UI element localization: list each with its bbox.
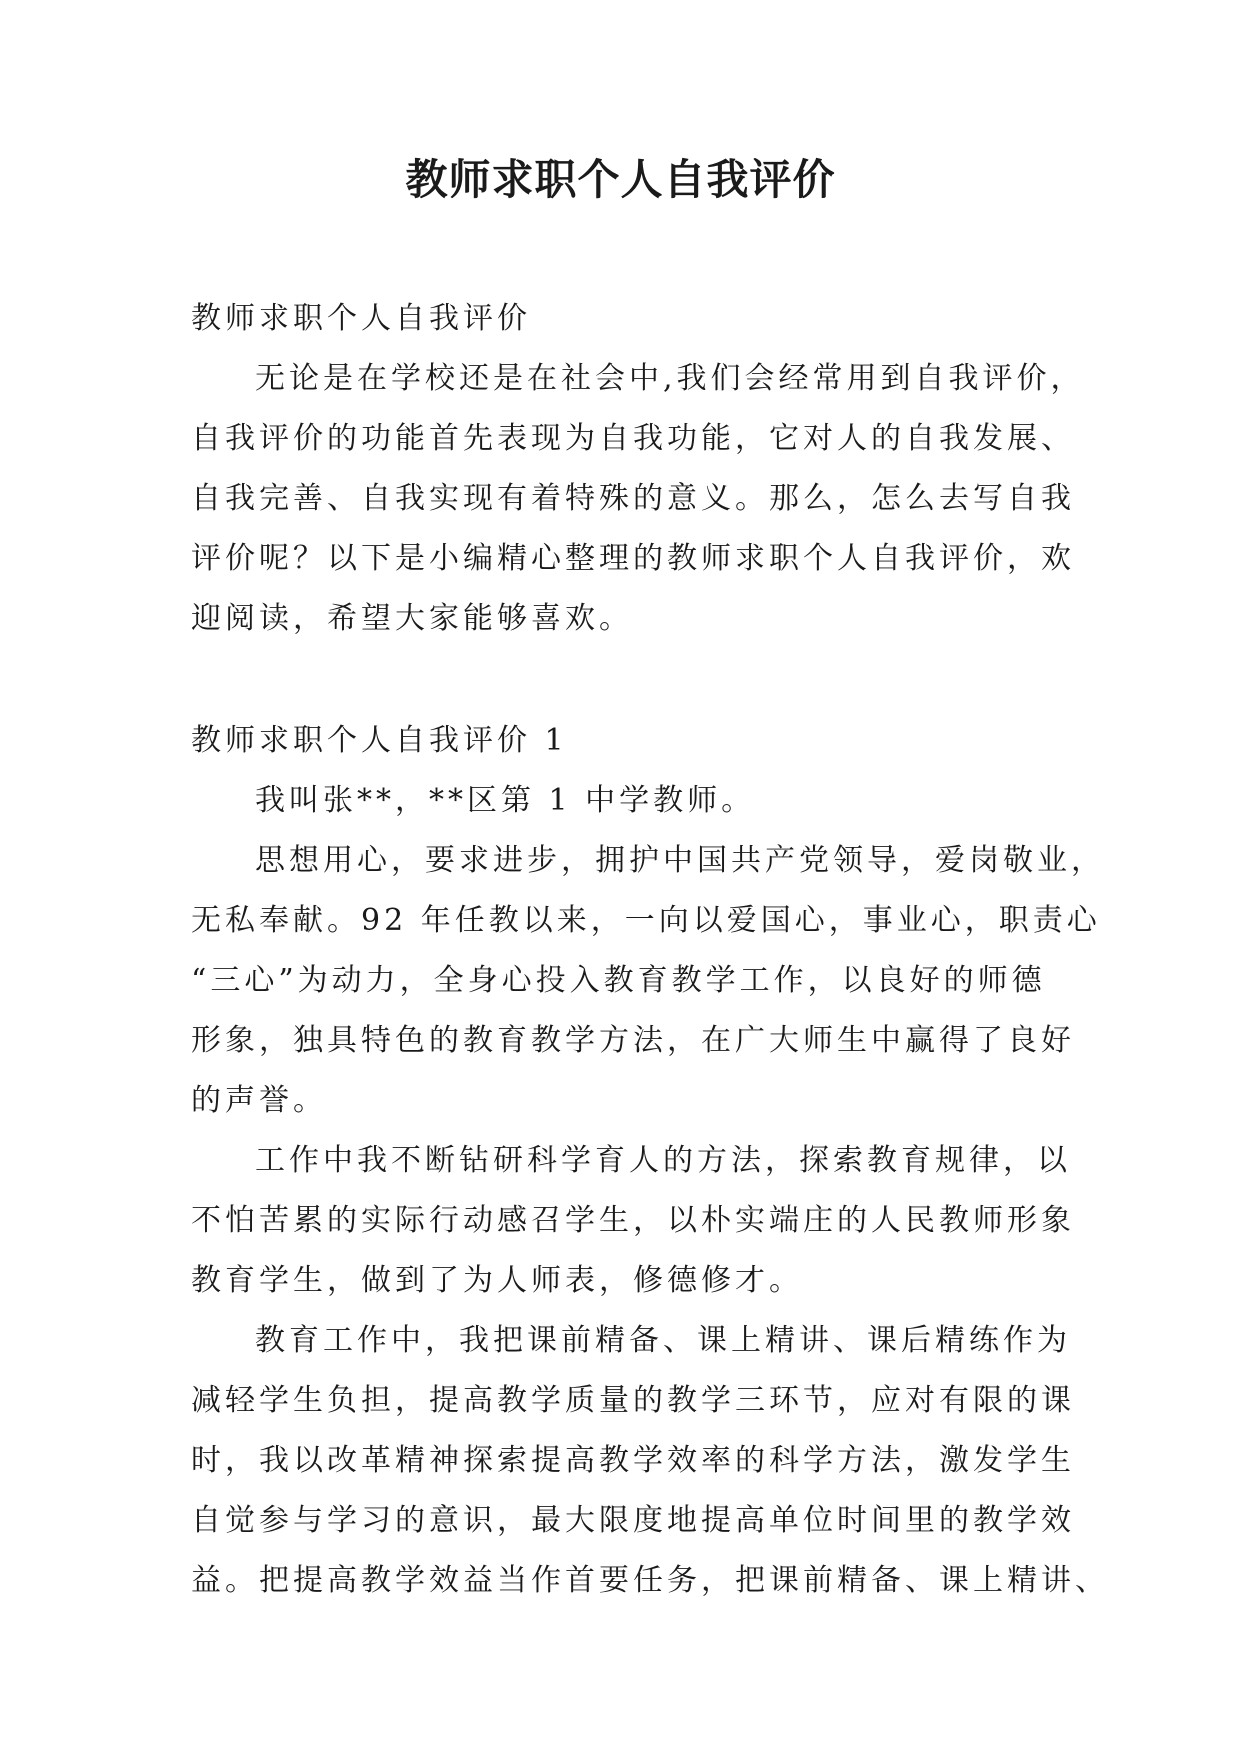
paragraph-line: “三心”为动力，全身心投入教育教学工作，以良好的师德 (191, 963, 1046, 998)
paragraph-line: 思想用心，要求进步，拥护中国共产党领导，爱岗敬业， (255, 843, 1105, 878)
section-heading: 教师求职个人自我评价 1 (191, 723, 568, 758)
paragraph-line: 时，我以改革精神探索提高教学效率的科学方法，激发学生 (191, 1443, 1075, 1478)
paragraph-line: 我叫张**，**区第 1 中学教师。 (255, 783, 756, 818)
document-body (191, 289, 1109, 1611)
paragraph-line: 自我完善、自我实现有着特殊的意义。那么，怎么去写自我 (191, 481, 1075, 516)
paragraph-line: 的声誉。 (191, 1083, 327, 1118)
intro-paragraph (191, 349, 1085, 649)
section-gap (191, 649, 1061, 711)
paragraph-line: 自我评价的功能首先表现为自我功能，它对人的自我发展、 (191, 421, 1075, 456)
paragraph-line: 迎阅读，希望大家能够喜欢。 (191, 601, 633, 636)
document-title: 教师求职个人自我评价 (405, 155, 836, 204)
section-paragraph-4 (191, 1311, 1109, 1611)
paragraph-line: 无论是在学校还是在社会中,我们会经常用到自我评价， (255, 361, 1085, 396)
paragraph-line: 无私奉献。92 年任教以来，一向以爱国心，事业心，职责心 (191, 903, 1101, 938)
paragraph-line: 评价呢？以下是小编精心整理的教师求职个人自我评价，欢 (191, 541, 1075, 576)
paragraph-line: 形象，独具特色的教育教学方法，在广大师生中赢得了良好 (191, 1023, 1075, 1058)
paragraph-line: 减轻学生负担，提高教学质量的教学三环节，应对有限的课 (191, 1383, 1075, 1418)
intro-heading: 教师求职个人自我评价 (191, 301, 531, 336)
paragraph-line: 教育学生，做到了为人师表，修德修才。 (191, 1263, 803, 1298)
section-paragraph-2 (191, 831, 1105, 1131)
paragraph-line: 自觉参与学习的意识，最大限度地提高单位时间里的教学效 (191, 1503, 1075, 1538)
paragraph-line: 益。把提高教学效益当作首要任务，把课前精备、课上精讲、 (191, 1563, 1109, 1598)
paragraph-line: 不怕苦累的实际行动感召学生，以朴实端庄的人民教师形象 (191, 1203, 1075, 1238)
paragraph-line: 教育工作中，我把课前精备、课上精讲、课后精练作为 (255, 1323, 1071, 1358)
section-paragraph-1 (191, 771, 1061, 831)
paragraph-line: 工作中我不断钻研科学育人的方法，探索教育规律，以 (255, 1143, 1071, 1178)
section-paragraph-3 (191, 1131, 1075, 1311)
